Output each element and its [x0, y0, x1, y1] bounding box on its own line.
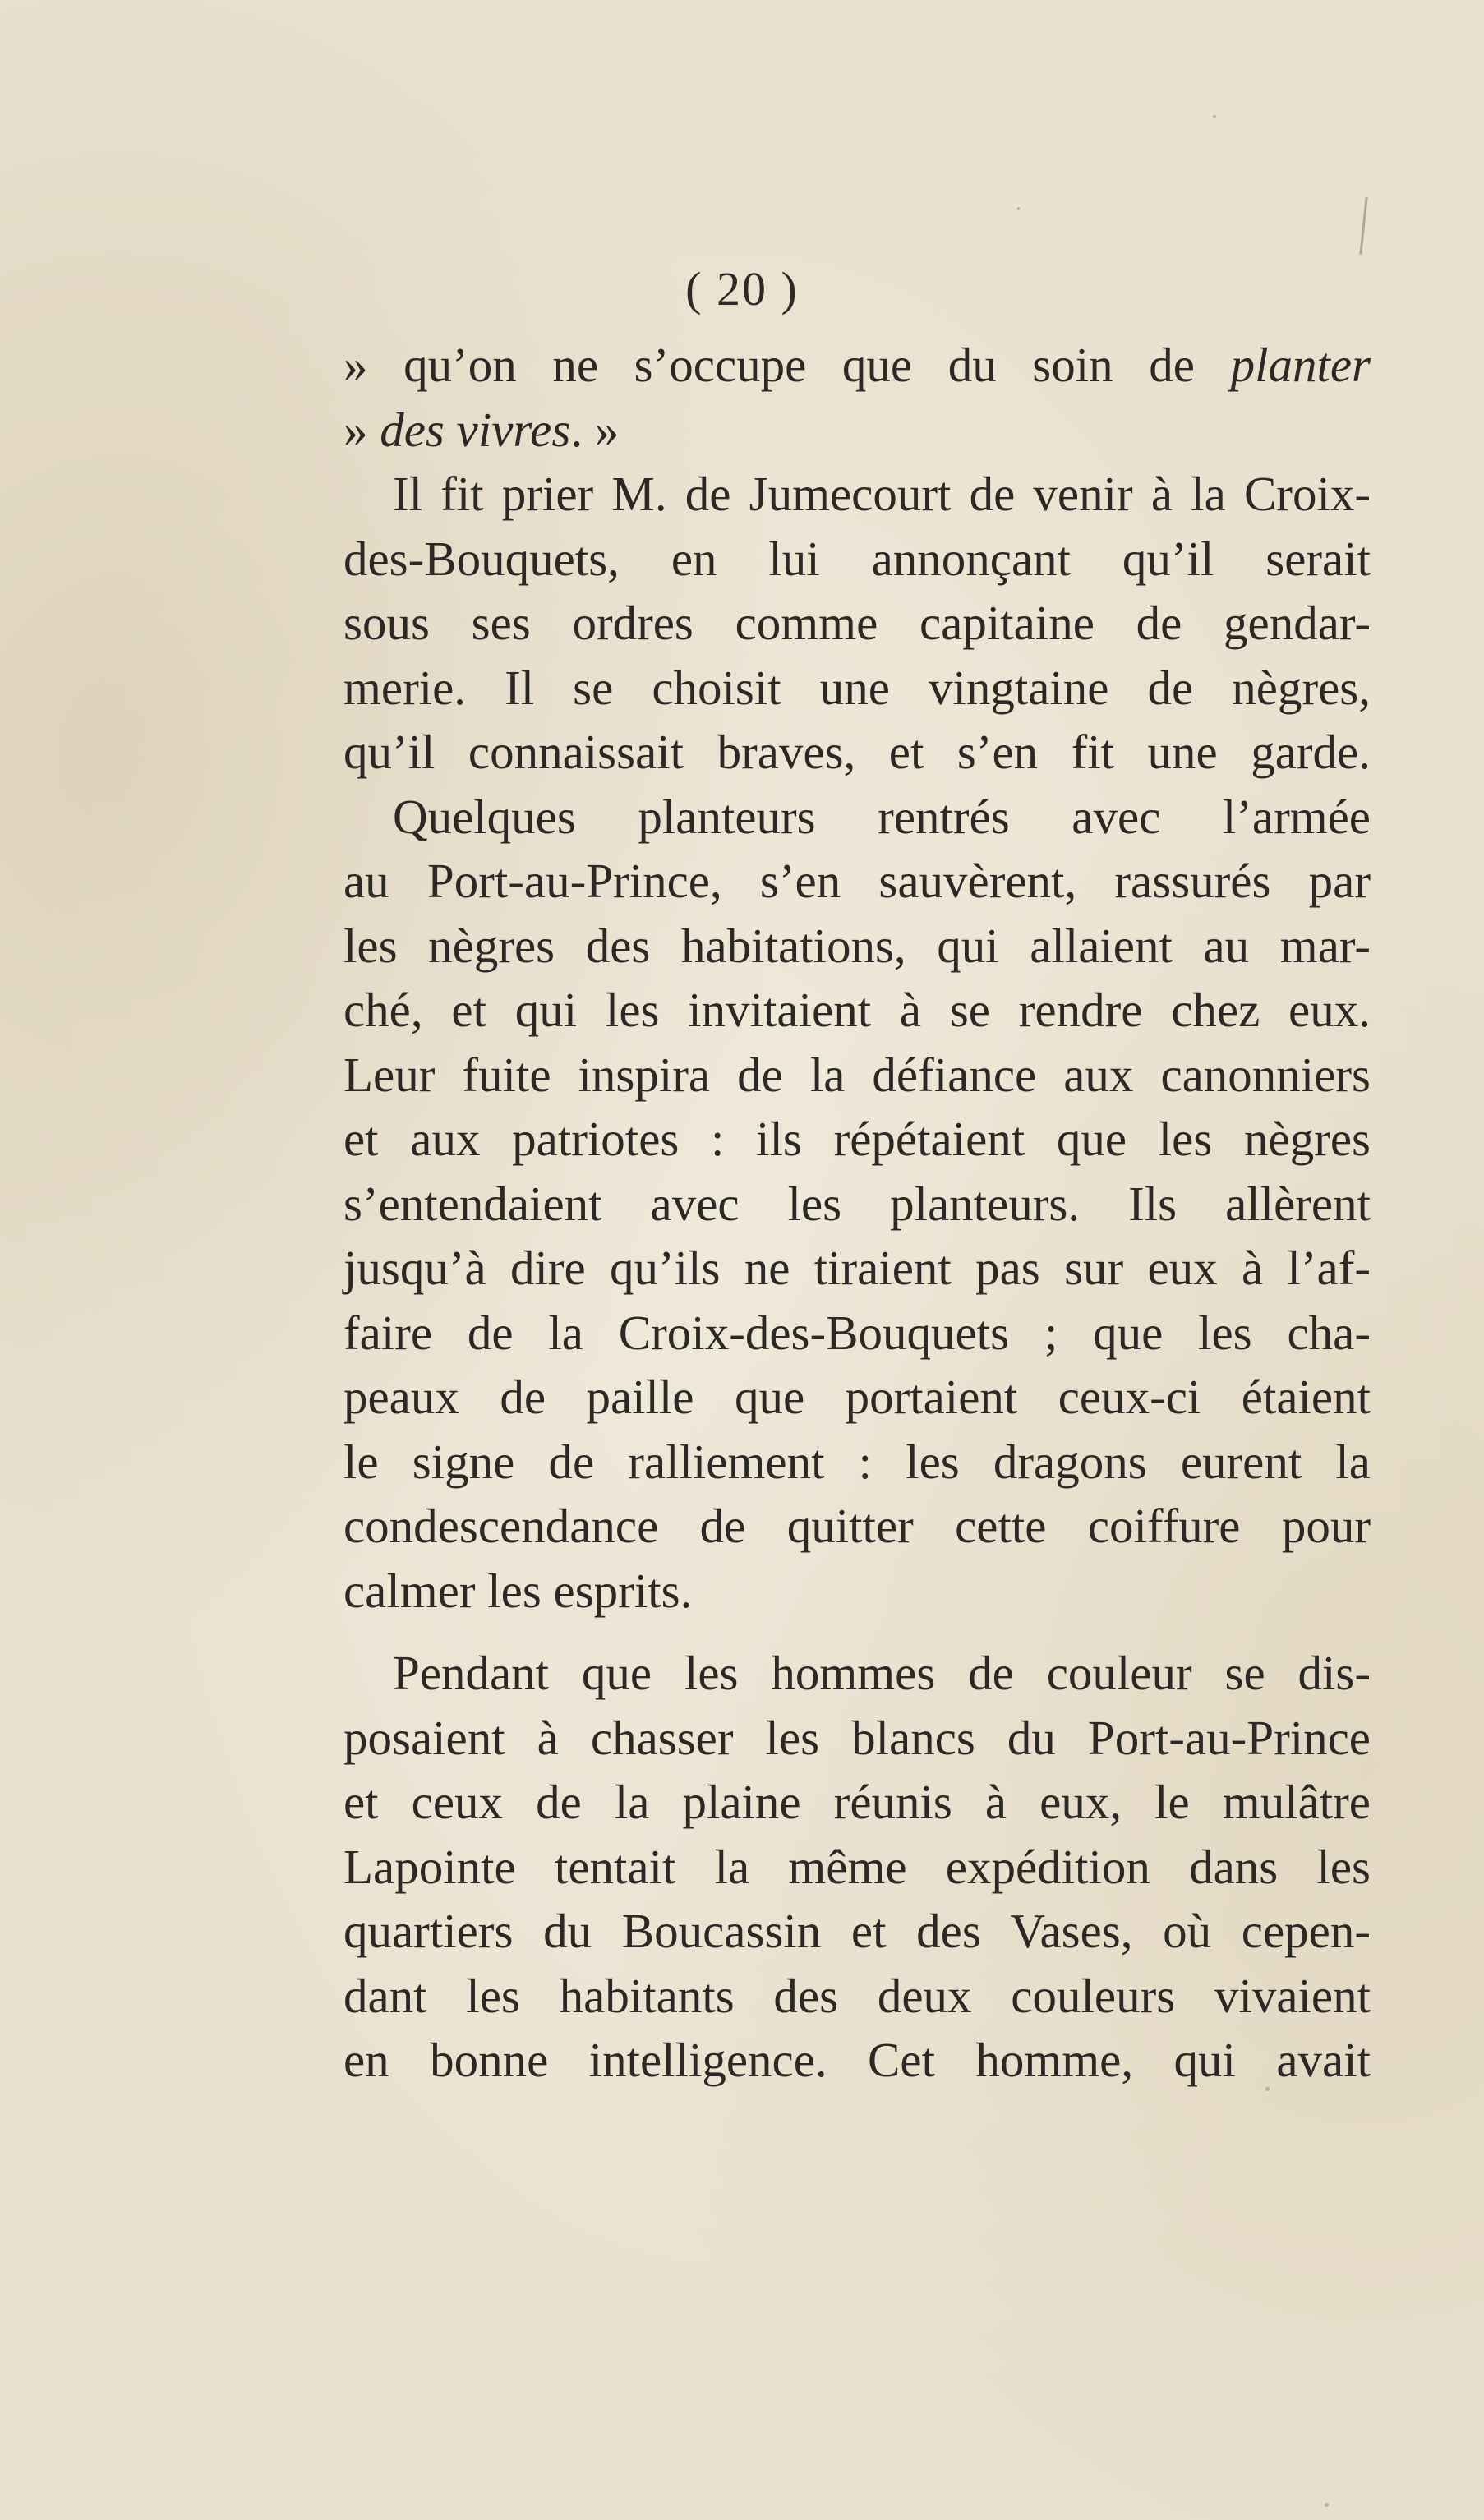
text-line: et aux patriotes : ils répétaient que les nègres — [343, 1112, 1371, 1166]
text-line: merie. Il se choisit une vingtaine de nègres, — [343, 660, 1371, 715]
text-line: au Port-au-Prince, s’en sauvèrent, rassurés par — [343, 854, 1371, 908]
text-line: quartiers du Boucassin et des Vases, où cepen- — [343, 1904, 1371, 1958]
text-line: Leur fuite inspira de la défiance aux canonniers — [343, 1047, 1371, 1102]
paragraph-first-line: Quelques planteurs rentrés avec l’armée — [393, 789, 1371, 844]
text-line: en bonne intelligence. Cet homme, qui avait — [343, 2033, 1371, 2087]
paragraph-first-line: Pendant que les hommes de couleur se dis- — [393, 1646, 1371, 1700]
text-line: s’entendaient avec les planteurs. Ils allèrent — [343, 1176, 1371, 1231]
text-line — [343, 333, 1371, 398]
text-line — [343, 398, 1371, 463]
paragraph-first-line: Il fit prier M. de Jumecourt de venir à la Croix- — [393, 467, 1371, 521]
text-span: » — [343, 402, 380, 457]
paper-mark — [1017, 207, 1020, 210]
body-text — [343, 333, 1371, 2093]
text-line: dant les habitants des deux couleurs vivaient — [343, 1968, 1371, 2023]
text-line: jusqu’à dire qu’ils ne tiraient pas sur eux à l’af- — [343, 1241, 1371, 1295]
text-line: et ceux de la plaine réunis à eux, le mulâtre — [343, 1775, 1371, 1829]
italic-text: planter — [1230, 338, 1371, 392]
text-line: condescendance de quitter cette coiffure pour — [343, 1499, 1371, 1553]
text-line: les nègres des habitations, qui allaient au mar- — [343, 918, 1371, 973]
text-line: faire de la Croix-des-Bouquets ; que les cha- — [343, 1305, 1371, 1360]
text-line: sous ses ordres comme capitaine de gendar- — [343, 596, 1371, 650]
text-line: Lapointe tentait la même expédition dans les — [343, 1839, 1371, 1894]
text-line: des-Bouquets, en lui annonçant qu’il serait — [343, 531, 1371, 586]
paper-mark — [1359, 197, 1367, 255]
page-number: ( 20 ) — [685, 262, 799, 316]
paper-mark — [1265, 2087, 1270, 2091]
text-span: . » — [570, 402, 620, 457]
text-line: qu’il connaissait braves, et s’en fit une garde. — [343, 725, 1371, 779]
paragraph-last-line: calmer les esprits. — [343, 1563, 693, 1618]
text-span: » qu’on ne s’occupe que du soin de — [343, 338, 1231, 392]
paper-mark — [1213, 115, 1216, 118]
text-line: posaient à chasser les blancs du Port-au-Prince — [343, 1710, 1371, 1765]
text-line: le signe de ralliement : les dragons eurent la — [343, 1434, 1371, 1489]
text-line: peaux de paille que portaient ceux-ci étaient — [343, 1370, 1371, 1424]
italic-text: des vivres — [380, 402, 571, 457]
paper-mark — [1325, 2503, 1329, 2507]
text-line: ché, et qui les invitaient à se rendre chez eux. — [343, 983, 1371, 1037]
